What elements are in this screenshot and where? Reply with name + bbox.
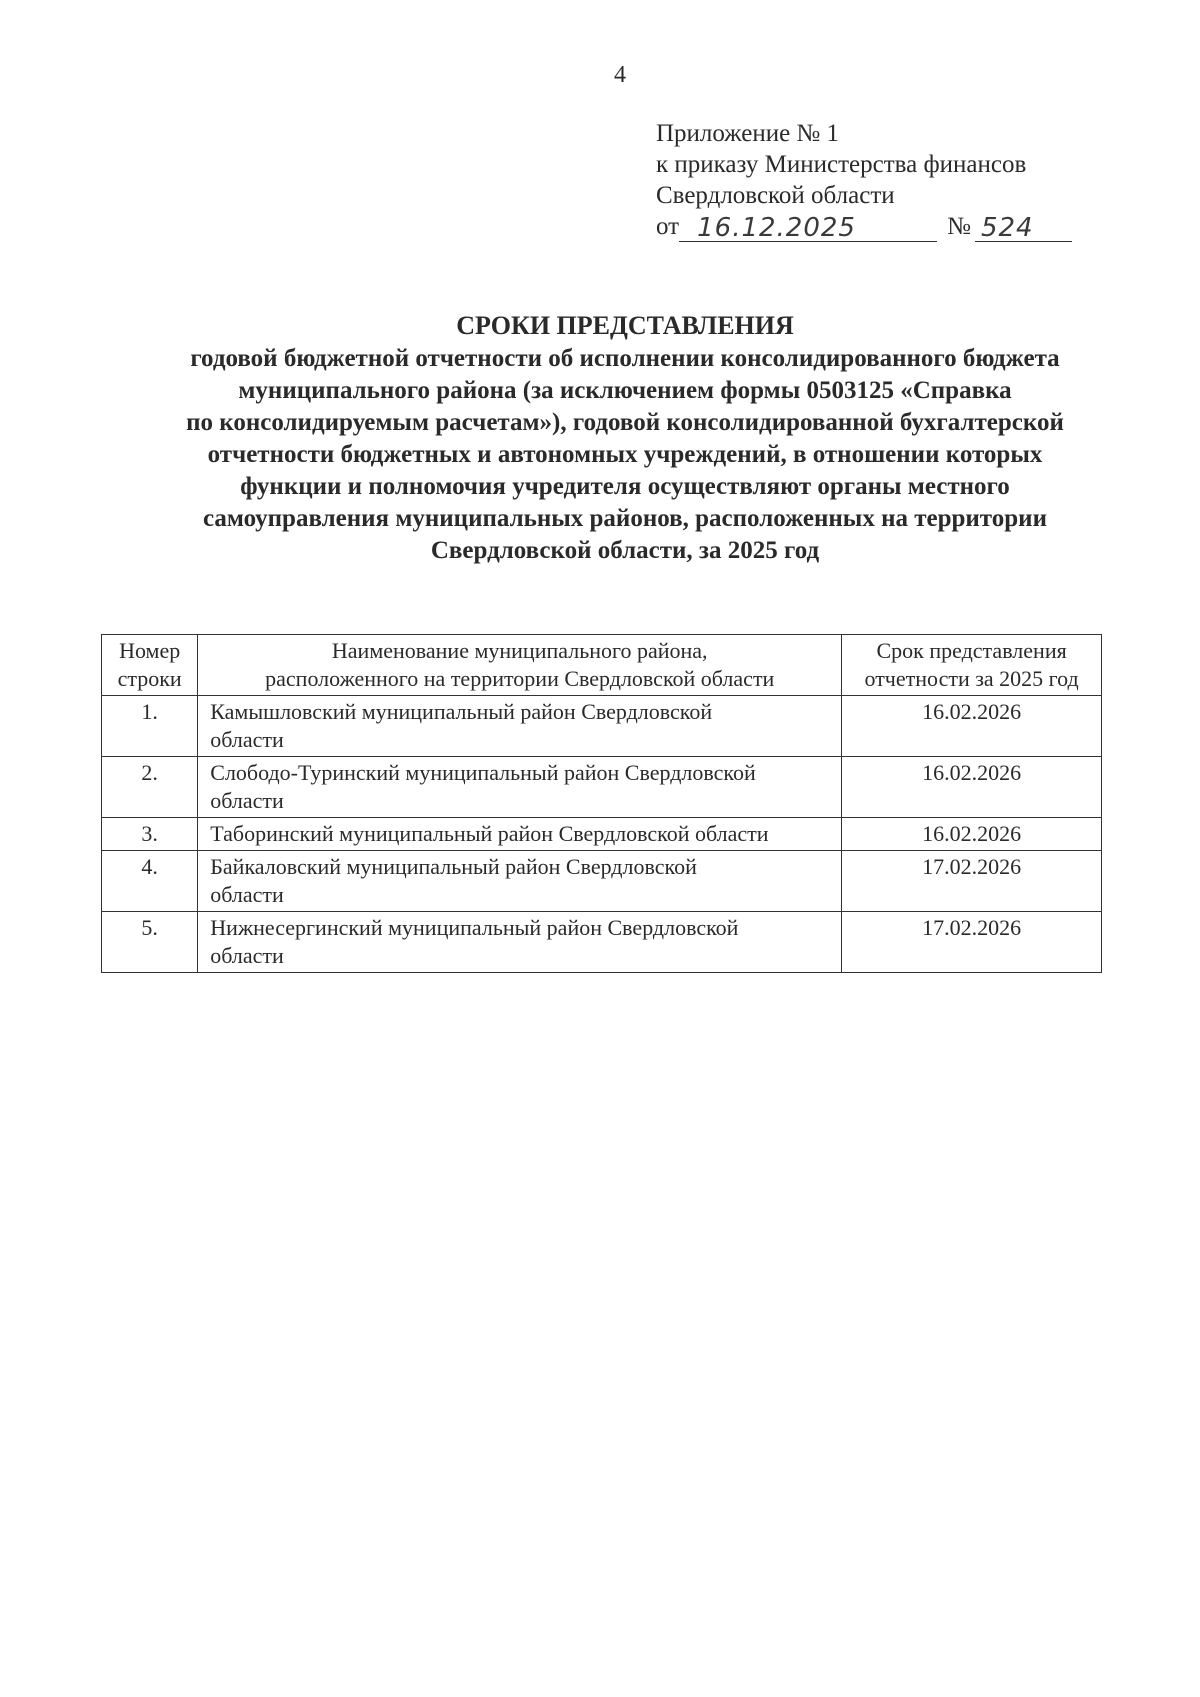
district-name-line: области <box>210 727 284 752</box>
row-number: 2. <box>102 757 198 818</box>
subtitle-line: самоуправления муниципальных районов, расположенных на территории <box>203 505 1047 532</box>
appendix-block <box>656 118 1072 242</box>
header-text: расположенного на территории Свердловской области <box>265 666 775 691</box>
row-number: 5. <box>102 912 198 973</box>
appendix-region-line: Свердловской области <box>656 182 895 209</box>
table-row <box>102 757 1102 818</box>
number-prefix: № <box>947 213 971 240</box>
district-name <box>198 696 842 757</box>
subtitle-line: функции и полномочия учредителя осуществляют органы местного <box>240 473 1010 500</box>
header-text: строки <box>117 666 182 691</box>
deadline-date: 16.02.2026 <box>842 757 1102 818</box>
deadline-date: 16.02.2026 <box>842 818 1102 851</box>
district-name-line: Камышловский муниципальный район Свердловской <box>210 699 713 724</box>
header-text: отчетности за 2025 год <box>864 666 1079 691</box>
deadline-date: 17.02.2026 <box>842 912 1102 973</box>
date-prefix: от <box>656 213 680 240</box>
table-header-row <box>102 635 1102 696</box>
header-text: Наименование муниципального района, <box>331 638 708 663</box>
district-name <box>198 757 842 818</box>
header-row-number <box>102 635 198 696</box>
document-title <box>100 310 1150 567</box>
subtitle-line: Свердловской области, за 2025 год <box>430 537 820 564</box>
row-number: 1. <box>102 696 198 757</box>
deadline-date: 17.02.2026 <box>842 851 1102 912</box>
district-name <box>198 912 842 973</box>
header-district-name <box>198 635 842 696</box>
appendix-order-line: к приказу Министерства финансов <box>656 151 1027 178</box>
deadlines-table <box>101 634 1102 973</box>
subtitle-line: годовой бюджетной отчетности об исполнении консолидированного бюджета <box>190 345 1060 372</box>
table-row <box>102 912 1102 973</box>
district-name-line: области <box>210 788 284 813</box>
subtitle-line: муниципального района (за исключением формы 0503125 «Справка <box>238 377 1012 404</box>
appendix-date-number-line <box>656 211 1072 242</box>
district-name-line: Байкаловский муниципальный район Свердловской <box>210 854 697 879</box>
subtitle-line: отчетности бюджетных и автономных учреждений, в отношении которых <box>207 441 1043 468</box>
table-row <box>102 818 1102 851</box>
appendix-title: Приложение № 1 <box>656 120 840 147</box>
table-row <box>102 851 1102 912</box>
header-deadline <box>842 635 1102 696</box>
district-name-line: Нижнесергинский муниципальный район Свердловской <box>210 915 739 940</box>
row-number: 3. <box>102 818 198 851</box>
district-name-line: области <box>210 943 284 968</box>
district-name-line: Слободо-Туринский муниципальный район Свердловской <box>210 760 756 785</box>
table-row <box>102 696 1102 757</box>
district-name <box>198 851 842 912</box>
header-text: Номер <box>119 638 181 663</box>
district-name-line: области <box>210 882 284 907</box>
district-name-line: Таборинский муниципальный район Свердловской области <box>210 821 769 846</box>
district-name <box>198 818 842 851</box>
title-heading: СРОКИ ПРЕДСТАВЛЕНИЯ <box>456 311 794 340</box>
deadline-date: 16.02.2026 <box>842 696 1102 757</box>
handwritten-number: 524 <box>975 215 1072 242</box>
row-number: 4. <box>102 851 198 912</box>
subtitle-line: по консолидируемым расчетам»), годовой консолидированной бухгалтерской <box>186 409 1064 436</box>
page-number: 4 <box>614 62 626 88</box>
handwritten-date: 16.12.2025 <box>679 215 937 242</box>
header-text: Срок представления <box>876 638 1067 663</box>
